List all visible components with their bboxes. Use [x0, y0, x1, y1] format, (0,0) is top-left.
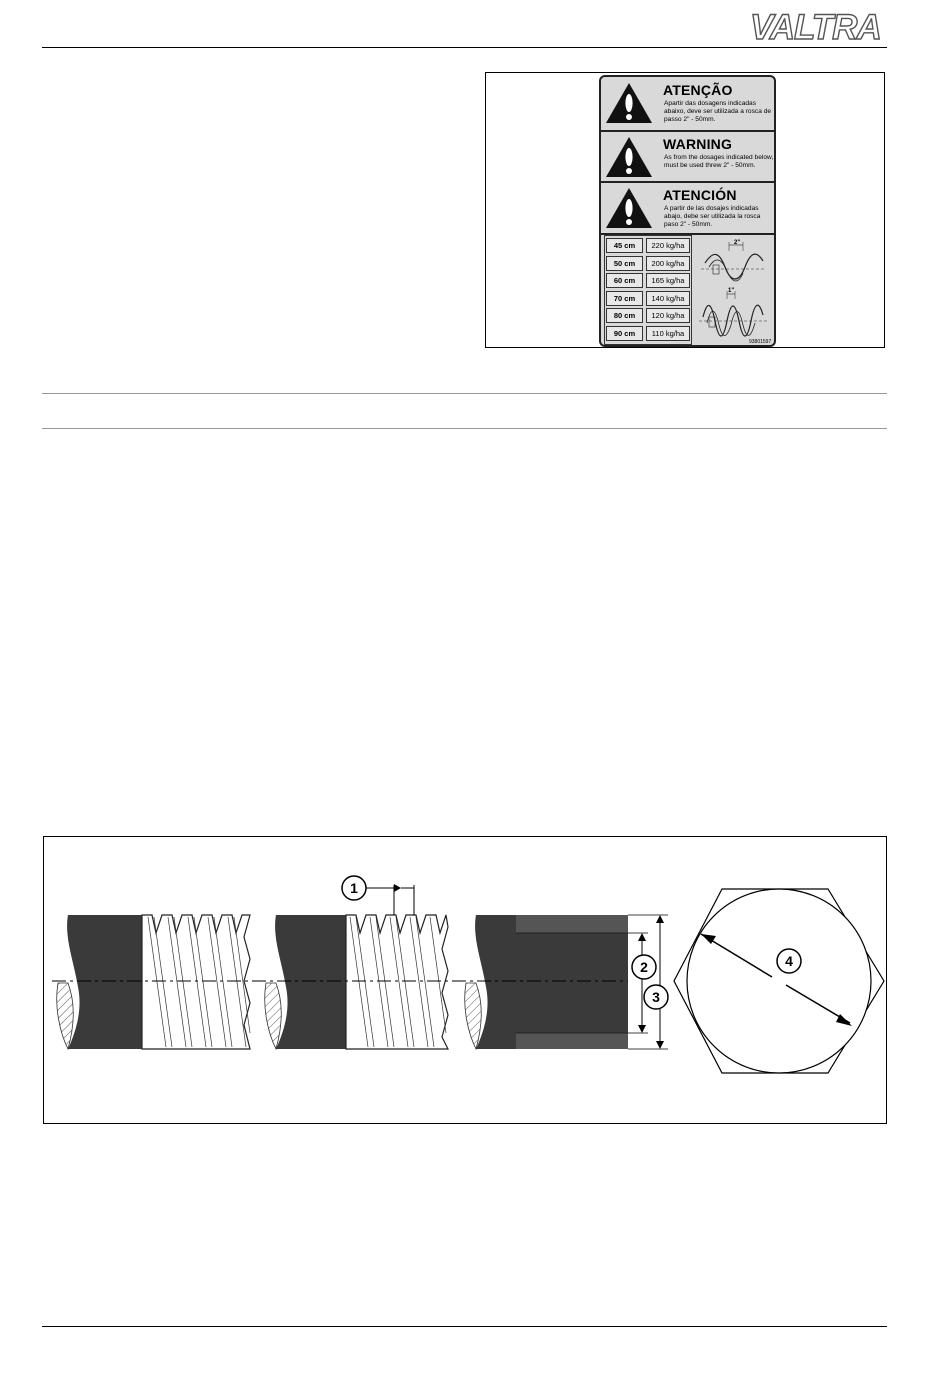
dose-width: 60 cm — [606, 273, 643, 288]
dose-width: 90 cm — [606, 326, 643, 341]
threaded-rod-1 — [57, 915, 250, 1049]
dose-row — [606, 291, 691, 306]
warning-decal — [599, 75, 776, 347]
dose-rate: 140 kg/ha — [646, 291, 690, 306]
warning-triangle-icon — [605, 187, 653, 229]
warning-decal-figure — [485, 72, 885, 348]
dose-row — [606, 326, 691, 341]
dose-row — [606, 256, 691, 271]
screw-thread-figure — [43, 836, 887, 1124]
valtra-logo — [748, 7, 888, 43]
decal-section-en — [601, 131, 774, 183]
auger-pitch-illustration — [693, 237, 773, 345]
pitch-label-bottom: 1" — [728, 288, 735, 294]
brand-text: VALTRA — [750, 8, 881, 43]
hex-nut-diagram — [674, 889, 884, 1073]
footer-rule — [42, 1326, 887, 1327]
dose-width: 50 cm — [606, 256, 643, 271]
decal-title-en: WARNING — [663, 136, 733, 152]
callout-2 — [628, 933, 656, 1033]
decal-text-es: A partir de las dosajes indicadas abajo, debe ser utilizada la rosca paso 2" - 50mm. — [664, 205, 761, 228]
dose-row — [606, 273, 691, 288]
section-rule — [42, 393, 887, 394]
callout-2-number: 2 — [640, 959, 648, 975]
dose-row — [606, 308, 691, 323]
callout-1-number: 1 — [350, 880, 358, 896]
decal-title-pt: ATENÇÃO — [663, 82, 733, 98]
warning-triangle-icon — [605, 136, 653, 178]
thread-measurement-diagram — [44, 837, 886, 1123]
callout-4 — [777, 949, 801, 973]
dose-table — [606, 238, 691, 344]
dose-width: 80 cm — [606, 308, 643, 323]
dose-rate: 165 kg/ha — [646, 273, 690, 288]
callout-1 — [342, 876, 414, 915]
dose-rate: 120 kg/ha — [646, 308, 690, 323]
dose-width: 70 cm — [606, 291, 643, 306]
threaded-rod-3 — [465, 915, 668, 1049]
threaded-rod-2 — [265, 876, 448, 1049]
dose-width: 45 cm — [606, 238, 643, 253]
header-rule — [42, 47, 887, 48]
decal-part-number: 93801597 — [749, 339, 772, 345]
dose-rate: 200 kg/ha — [646, 256, 690, 271]
dose-rate: 220 kg/ha — [646, 238, 690, 253]
section-rule — [42, 428, 887, 429]
decal-section-pt — [601, 77, 774, 132]
pitch-label-top: 2" — [734, 240, 741, 246]
decal-title-es: ATENCIÓN — [663, 187, 737, 203]
decal-text-en: As from the dosages indicated below, must be used threw 2" - 50mm. — [664, 154, 774, 169]
callout-4-number: 4 — [785, 953, 793, 969]
decal-section-es — [601, 182, 774, 235]
callout-3 — [628, 915, 668, 1049]
callout-3-number: 3 — [652, 989, 660, 1005]
dose-rate: 110 kg/ha — [646, 326, 690, 341]
decal-text-pt: Apartir das dosagens indicadas abaixo, deve ser utilizada a rosca de passo 2" - 50mm. — [664, 100, 772, 123]
warning-triangle-icon — [605, 82, 653, 124]
dose-row — [606, 238, 691, 253]
